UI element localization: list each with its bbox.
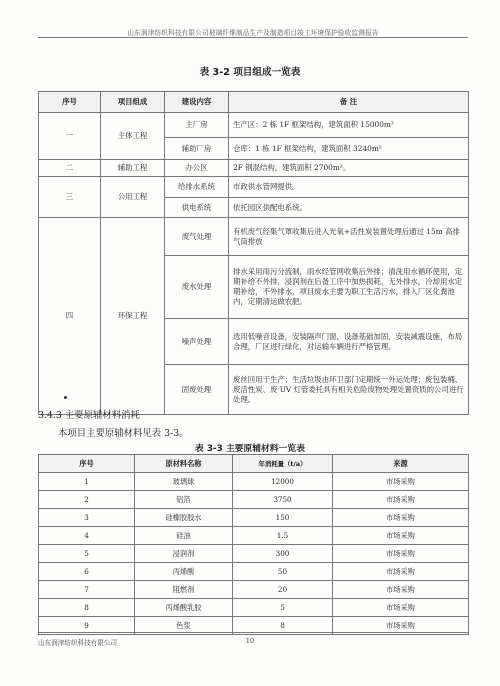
annual-consumption: 8 [233,617,333,635]
table-3-3-title: 表 3-3 主要原辅材料一览表 [195,444,305,454]
annual-consumption: 150 [233,509,333,527]
column-header: 原材料名称 [135,455,233,473]
material-name: 阻燃剂 [135,581,233,599]
table-row [39,177,469,198]
row-number: 1 [39,473,135,491]
group-number: 四 [39,218,101,415]
construction-content: 供电系统 [165,198,229,218]
construction-content: 废气处理 [165,218,229,256]
remark: 市政供水管网提供。 [229,177,469,198]
material-source: 市场采购 [333,599,469,617]
column-header: 备 注 [229,92,469,113]
table-row [39,599,469,617]
material-name: 铝箔 [135,491,233,509]
table-row [39,160,469,177]
group-number: 三 [39,177,101,218]
row-number: 9 [39,617,135,635]
running-header: 山东润津纺织科技有限公司玻璃纤维制品生产及制造项目竣工环境保护验收监测报告 [127,29,379,37]
remark: 依托园区供配电系统。 [229,198,469,218]
group-category: 公用工程 [101,177,165,218]
table-row [39,113,469,138]
material-name: 丙烯酸 [135,563,233,581]
material-name: 丙烯酸乳胶 [135,599,233,617]
remark: 排水采用雨污分流制，雨水经管网收集后外排；清洗用水循环使用，定期补给不外排，浸润剂在后备工序中加热损耗，无外排水，冷却用水定期补给，不外排水，项目废水主要为职工生活污水，排入厂区化粪池内，定期清运做农肥。 [229,256,469,319]
material-source: 市场采购 [333,527,469,545]
annual-consumption: 1.5 [233,527,333,545]
column-header: 年消耗量（t/a） [233,455,333,473]
section-heading: 3.4.3 主要原辅材料消耗 [38,410,140,421]
material-name: 玻璃球 [135,473,233,491]
column-header: 序号 [39,92,101,113]
row-number: 8 [39,599,135,617]
annual-consumption: 50 [233,563,333,581]
construction-content: 废水处理 [165,256,229,319]
section-body: 本项目主要原辅材料见表 3-3。 [58,428,189,439]
table-row [39,218,469,256]
material-source: 市场采购 [333,617,469,635]
annual-consumption: 300 [233,545,333,563]
material-source: 市场采购 [333,545,469,563]
group-category: 辅助工程 [101,160,165,177]
row-number: 4 [39,527,135,545]
row-number: 7 [39,581,135,599]
column-header: 序号 [39,455,135,473]
construction-content: 固废处理 [165,365,229,415]
stray-mark [64,396,67,399]
group-category: 主体工程 [101,113,165,160]
group-category: 环保工程 [101,218,165,415]
construction-content: 噪声处理 [165,319,229,365]
table-header-row [39,92,469,113]
row-number: 6 [39,563,135,581]
annual-consumption: 20 [233,581,333,599]
table-3-2-title: 表 3-2 项目组成一览表 [199,67,301,78]
material-source: 市场采购 [333,473,469,491]
remark: 仓库：1 栋 1F 框架结构，建筑面积 3240m² [229,138,469,160]
annual-consumption: 3750 [233,491,333,509]
material-source: 市场采购 [333,581,469,599]
column-header: 项目组成 [101,92,165,113]
remark: 生产区：2 栋 1F 框架结构，建筑面积 15000m² [229,113,469,138]
material-source: 市场采购 [333,563,469,581]
raw-materials-table [38,454,469,635]
material-name: 硅油 [135,527,233,545]
material-source: 市场采购 [333,491,469,509]
table-row [39,545,469,563]
header-rule [38,37,468,38]
construction-content: 主厂房 [165,113,229,138]
construction-content: 给排水系统 [165,177,229,198]
page-number: 10 [245,637,255,645]
remark: 选用低噪音设备，安装隔声门窗，设备基础加固，安装减震设施，布局合理，厂区进行绿化，对运输车辆进行严格管理。 [229,319,469,365]
table-row [39,509,469,527]
remark: 废丝回用于生产；生活垃圾由环卫部门定期统一外运处理；废包装桶、废活性炭、废 UV 灯管委托具有相关危险废物处理处置资质的公司进行处理。 [229,365,469,415]
remark: 有机废气经集气罩收集后进入光氧+活性炭装置处理后通过 15m 高排气筒排放 [229,218,469,256]
footer-company: 山东润津纺织科技有限公司 [38,639,118,647]
table-header-row [39,455,469,473]
table-row [39,581,469,599]
table-row [39,491,469,509]
remark: 2F 钢混结构，建筑面积 2700m²。 [229,160,469,177]
material-source: 市场采购 [333,509,469,527]
footer-rule [38,632,468,633]
table-row [39,563,469,581]
group-number: 一 [39,113,101,160]
annual-consumption: 5 [233,599,333,617]
group-number: 二 [39,160,101,177]
material-name: 色浆 [135,617,233,635]
material-name: 浸润剂 [135,545,233,563]
row-number: 5 [39,545,135,563]
annual-consumption: 12000 [233,473,333,491]
table-row [39,473,469,491]
project-composition-table [38,91,469,415]
construction-content: 辅助厂房 [165,138,229,160]
column-header: 建设内容 [165,92,229,113]
row-number: 3 [39,509,135,527]
column-header: 来源 [333,455,469,473]
material-name: 硅橡胶胶水 [135,509,233,527]
row-number: 2 [39,491,135,509]
construction-content: 办公区 [165,160,229,177]
table-row [39,527,469,545]
